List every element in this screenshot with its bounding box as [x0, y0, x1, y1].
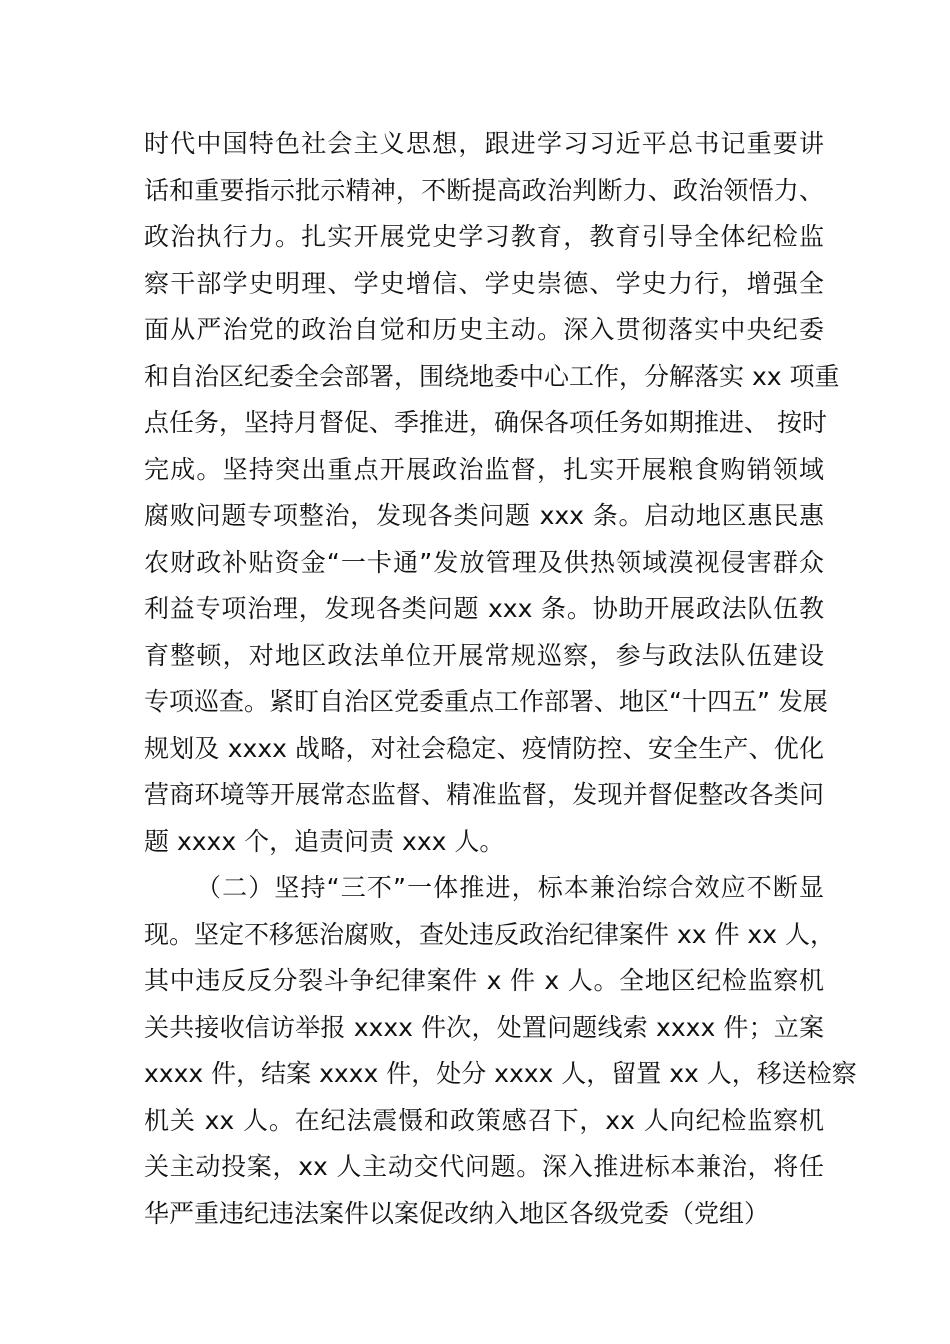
paragraph-1-line-4: 察干部学史明理、学史增信、学史崇德、学史力行，增强全: [144, 268, 824, 298]
paragraph-1-line-14: 规划及 xxxx 战略，对社会稳定、疫情防控、安全生产、优化: [144, 733, 824, 763]
paragraph-2-line-8: 华严重违纪违法案件以案促改纳入地区各级党委（党组）: [144, 1198, 770, 1228]
paragraph-1-line-7: 点任务，坚持月督促、季推进，确保各项任务如期推进、 按时: [144, 408, 827, 437]
document-body: [144, 121, 857, 1237]
paragraph-1-line-11: 利益专项治理，发现各类问题 xxx 条。协助开展政法队伍教: [144, 594, 824, 623]
paragraph-1-line-3: 政治执行力。扎实开展党史学习教育，教育引导全体纪检监: [144, 222, 824, 251]
paragraph-1-line-9: 腐败问题专项整治，发现各类问题 xxx 条。启动地区惠民惠: [144, 501, 824, 530]
paragraph-1-line-13: 专项巡查。紧盯自治区党委重点工作部署、地区“十四五” 发展: [144, 687, 828, 716]
paragraph-1-line-12: 育整顿，对地区政法单位开展常规巡察，参与政法队伍建设: [144, 640, 824, 670]
paragraph-2-line-4: 关共接收信访举报 xxxx 件次，处置问题线索 xxxx 件；立案: [144, 1012, 824, 1042]
paragraph-2-line-5: xxxx 件，结案 xxxx 件，处分 xxxx 人，留置 xx 人，移送检察: [144, 1059, 857, 1088]
paragraph-2-line-3: 其中违反反分裂斗争纪律案件 x 件 x 人。全地区纪检监察机: [144, 966, 824, 995]
paragraph-1-line-16: 题 xxxx 个，追责问责 xxx 人。: [144, 826, 505, 856]
paragraph-1-line-15: 营商环境等开展常态监督、精准监督，发现并督促整改各类问: [144, 780, 824, 809]
paragraph-1-line-10: 农财政补贴资金“一卡通”发放管理及供热领域漠视侵害群众: [144, 547, 824, 577]
paragraph-2-line-1: （二）坚持“三不”一体推进，标本兼治综合效应不断显: [196, 873, 824, 902]
paragraph-1-line-8: 完成。坚持突出重点开展政治监督，扎实开展粮食购销领域: [144, 454, 824, 484]
paragraph-1-line-1: 时代中国特色社会主义思想，跟进学习习近平总书记重要讲: [144, 129, 824, 158]
paragraph-1-line-6: 和自治区纪委全会部署，围绕地委中心工作，分解落实 xx 项重: [144, 361, 840, 391]
paragraph-1-line-5: 面从严治党的政治自觉和历史主动。深入贯彻落实中央纪委: [144, 315, 824, 344]
paragraph-2-line-6: 机关 xx 人。在纪法震慑和政策感召下，xx 人向纪检监察机: [144, 1105, 824, 1135]
paragraph-2-line-7: 关主动投案，xx 人主动交代问题。深入推进标本兼治，将任: [144, 1152, 824, 1181]
paragraph-2-line-2: 现。坚定不移惩治腐败，查处违反政治纪律案件 xx 件 xx 人，: [144, 919, 835, 949]
paragraph-1-line-2: 话和重要指示批示精神，不断提高政治判断力、政治领悟力、: [144, 175, 824, 205]
